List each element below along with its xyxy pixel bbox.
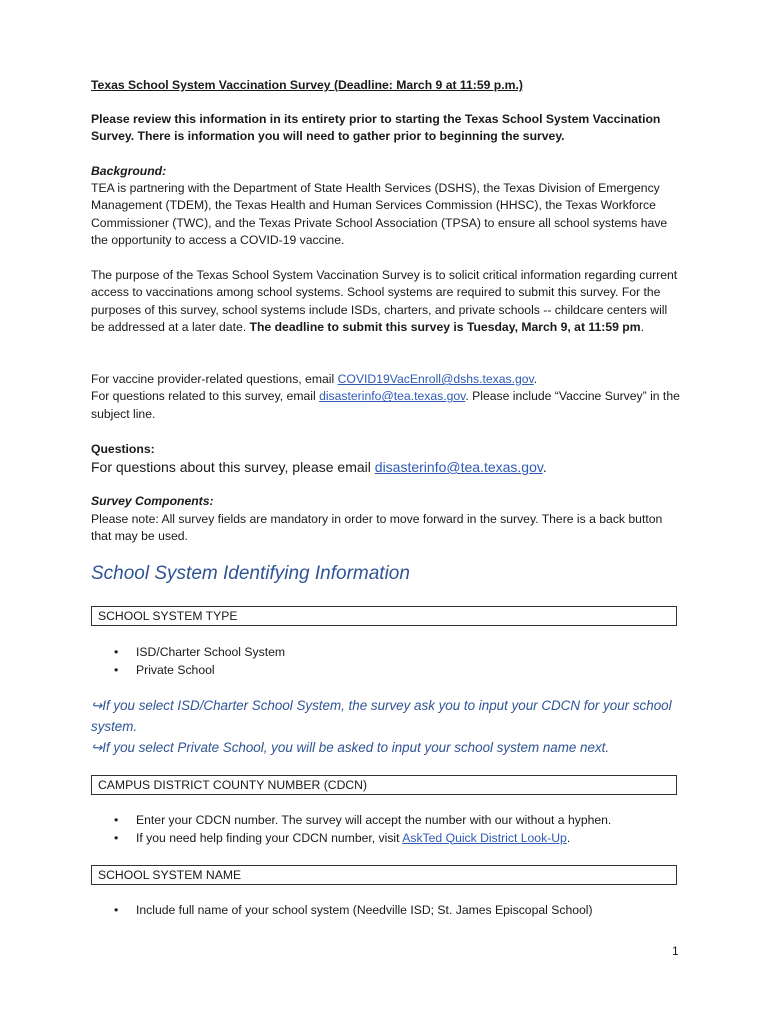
list-item-text: Private School	[136, 662, 215, 677]
contact1-suffix: .	[533, 372, 538, 386]
list-item	[114, 812, 674, 830]
list-item	[114, 902, 674, 920]
bullet-icon: •	[114, 662, 119, 677]
bullet-icon: •	[114, 903, 119, 917]
intro-paragraph: Please review this information in its entirety prior to starting the Texas School System Vaccination Survey. There is information you will need to gather prior to beginning the survey.	[91, 112, 661, 144]
list-item-prefix: If you need help finding your CDCN number, visit	[136, 830, 403, 845]
school-system-type-list	[114, 644, 674, 679]
bullet-icon: •	[114, 830, 119, 845]
askted-link[interactable]: AskTed Quick District Look-Up	[402, 830, 567, 845]
contact2-suffix: . Please include “Vaccine Survey” in the subject line.	[91, 389, 680, 421]
note-isd: ↪If you select ISD/Charter School System, the survey ask you to input your CDCN for your school system.	[91, 698, 672, 734]
questions-heading: Questions:	[91, 442, 155, 456]
list-item	[114, 644, 674, 662]
purpose-deadline: The deadline to submit this survey is Tuesday, March 9, at 11:59 pm	[249, 320, 641, 335]
cdcn-list	[114, 812, 674, 847]
bullet-icon: •	[114, 813, 119, 827]
contacts-paragraph	[91, 371, 683, 423]
questions-suffix: .	[542, 459, 547, 475]
document-title: Texas School System Vaccination Survey (Deadline: March 9 at 11:59 p.m.)	[91, 78, 523, 92]
purpose-paragraph	[91, 267, 683, 337]
list-item	[114, 662, 674, 680]
purpose-period: .	[640, 320, 644, 335]
contact2-prefix: For questions related to this survey, email	[91, 389, 320, 404]
school-system-type-box: SCHOOL SYSTEM TYPE	[91, 606, 677, 626]
bullet-icon: •	[114, 645, 119, 659]
components-paragraph: Please note: All survey fields are mandatory in order to move forward in the survey. There is a back button that may be used.	[91, 512, 663, 544]
list-item-text: Enter your CDCN number. The survey will accept the number with our without a hyphen.	[136, 813, 612, 827]
school-system-name-box: SCHOOL SYSTEM NAME	[91, 865, 677, 885]
list-item-text: Include full name of your school system (Needville ISD; St. James Episcopal School)	[136, 903, 593, 917]
components-heading: Survey Components:	[91, 494, 214, 508]
school-system-name-list	[114, 902, 674, 920]
questions-paragraph	[91, 458, 683, 477]
questions-prefix: For questions about this survey, please email	[91, 459, 375, 475]
questions-email-link[interactable]: disasterinfo@tea.texas.gov	[374, 459, 543, 475]
section-title: School System Identifying Information	[91, 563, 410, 584]
background-heading: Background:	[91, 164, 167, 178]
list-item-text: ISD/Charter School System	[136, 645, 286, 659]
tea-email-link[interactable]: disasterinfo@tea.texas.gov	[319, 389, 466, 404]
cdcn-box: CAMPUS DISTRICT COUNTY NUMBER (CDCN)	[91, 775, 677, 795]
dshs-email-link[interactable]: COVID19VacEnroll@dshs.texas.gov	[337, 372, 534, 386]
list-item-suffix: .	[566, 830, 571, 845]
purpose-text: The purpose of the Texas School System Vaccination Survey is to solicit critical information regarding current access to vaccinations among school systems. School systems are required to submit this survey. For the purposes of this survey, school systems include ISDs, charters, and private schools -- childcare centers will be addressed at a later date.	[91, 268, 678, 335]
background-paragraph: TEA is partnering with the Department of State Health Services (DSHS), the Texas Division of Emergency Management (TDEM), the Texas Health and Human Services Commission (HHSC), the Texas Workforce Commissioner (TWC), and the Texas Private School Association (TPSA) to ensure all school systems have the opportunity to access a COVID-19 vaccine.	[91, 181, 668, 248]
page-number: 1	[672, 944, 679, 958]
contact1-prefix: For vaccine provider-related questions, email	[91, 372, 338, 386]
note-private: ↪If you select Private School, you will be asked to input your school system name next.	[91, 740, 610, 755]
list-item	[114, 830, 674, 848]
